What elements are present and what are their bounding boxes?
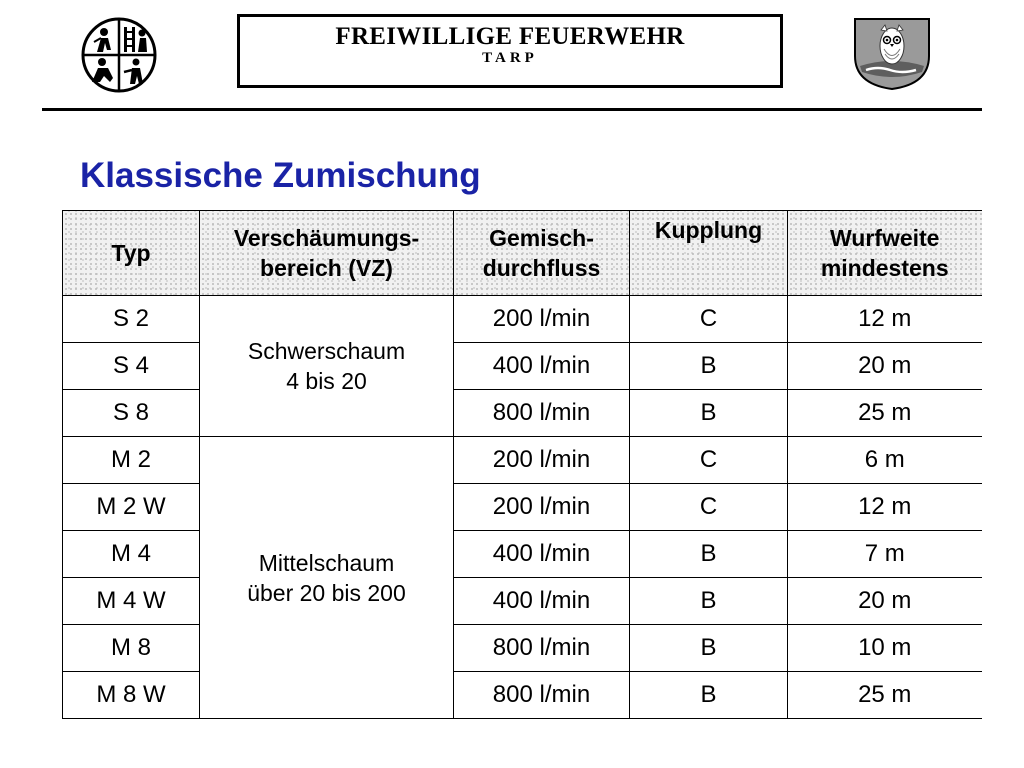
cell-durchfluss: 400 l/min	[454, 531, 630, 578]
column-header-wurfweite: Wurfweite mindestens	[788, 211, 982, 296]
cell-wurfweite: 25 m	[788, 390, 982, 437]
cell-group-mittelschaum: Mittelschaum über 20 bis 200	[200, 437, 454, 719]
cell-typ: S 4	[63, 343, 200, 390]
cell-durchfluss: 200 l/min	[454, 437, 630, 484]
table-header-row	[63, 211, 982, 296]
cell-typ: M 8 W	[63, 672, 200, 719]
cell-wurfweite: 20 m	[788, 343, 982, 390]
organization-name: FREIWILLIGE FEUERWEHR	[335, 23, 685, 50]
cell-typ: M 2	[63, 437, 200, 484]
fire-brigade-emblem-icon	[80, 16, 158, 94]
cell-typ: S 8	[63, 390, 200, 437]
column-header-kupplung: Kupplung	[630, 211, 788, 296]
cell-wurfweite: 12 m	[788, 296, 982, 343]
cell-durchfluss: 800 l/min	[454, 672, 630, 719]
cell-wurfweite: 25 m	[788, 672, 982, 719]
column-header-typ: Typ	[63, 211, 200, 296]
cell-durchfluss: 200 l/min	[454, 484, 630, 531]
cell-typ: S 2	[63, 296, 200, 343]
cell-typ: M 4	[63, 531, 200, 578]
column-header-verschaeumungsbereich: Verschäumungs- bereich (VZ)	[200, 211, 454, 296]
cell-wurfweite: 6 m	[788, 437, 982, 484]
slide-title: Klassische Zumischung	[80, 156, 481, 195]
cell-kupplung: B	[630, 390, 788, 437]
cell-kupplung: B	[630, 625, 788, 672]
table-row	[63, 437, 982, 484]
header-divider	[42, 108, 982, 111]
cell-typ: M 8	[63, 625, 200, 672]
cell-group-schwerschaum: Schwerschaum 4 bis 20	[200, 296, 454, 437]
cell-wurfweite: 10 m	[788, 625, 982, 672]
cell-durchfluss: 400 l/min	[454, 343, 630, 390]
cell-durchfluss: 800 l/min	[454, 625, 630, 672]
column-header-gemischdurchfluss: Gemisch- durchfluss	[454, 211, 630, 296]
cell-durchfluss: 200 l/min	[454, 296, 630, 343]
cell-kupplung: C	[630, 484, 788, 531]
cell-typ: M 2 W	[63, 484, 200, 531]
cell-kupplung: B	[630, 672, 788, 719]
table-row	[63, 296, 982, 343]
cell-typ: M 4 W	[63, 578, 200, 625]
organization-header	[237, 14, 783, 88]
cell-wurfweite: 7 m	[788, 531, 982, 578]
cell-kupplung: B	[630, 578, 788, 625]
cell-kupplung: C	[630, 437, 788, 484]
cell-durchfluss: 800 l/min	[454, 390, 630, 437]
owl-coat-of-arms-icon	[852, 16, 932, 92]
organization-city: TARP	[482, 50, 538, 66]
cell-wurfweite: 20 m	[788, 578, 982, 625]
cell-wurfweite: 12 m	[788, 484, 982, 531]
cell-kupplung: B	[630, 531, 788, 578]
cell-kupplung: B	[630, 343, 788, 390]
cell-kupplung: C	[630, 296, 788, 343]
cell-durchfluss: 400 l/min	[454, 578, 630, 625]
foam-mixing-table	[62, 210, 982, 719]
